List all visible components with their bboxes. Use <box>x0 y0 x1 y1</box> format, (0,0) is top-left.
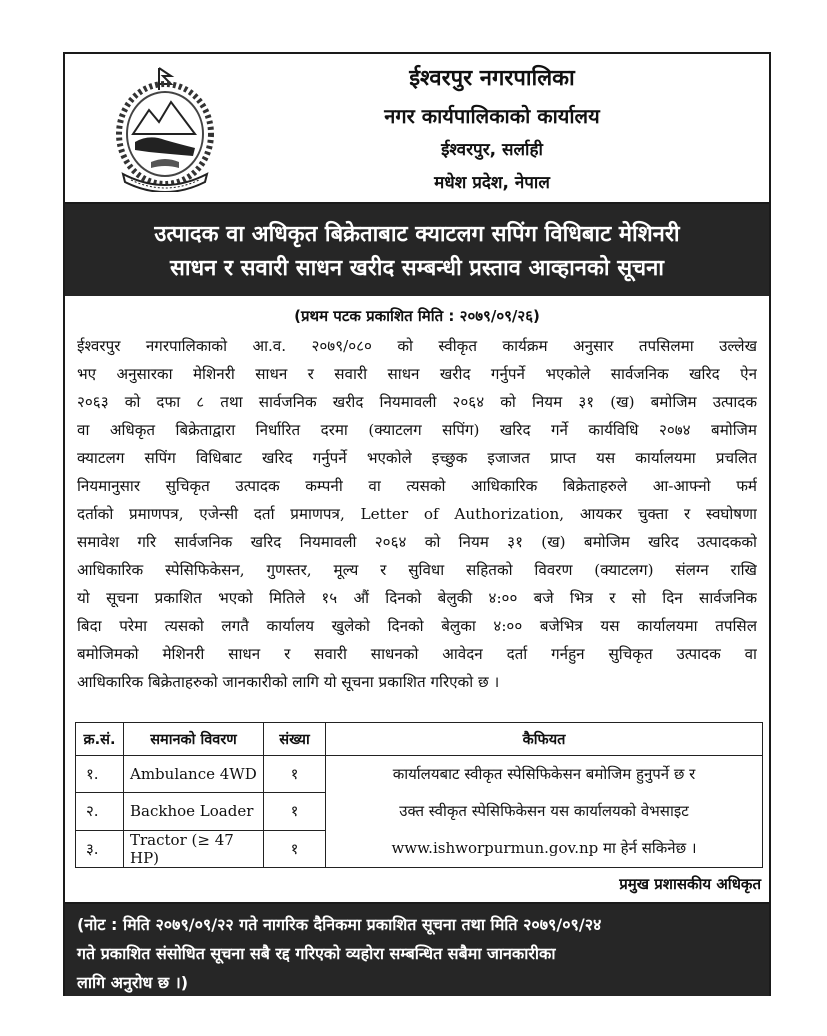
table-header-row <box>76 723 763 756</box>
row-quantity: १ <box>264 830 326 867</box>
body-line: आधिकारिक स्पेसिफिकेसन, गुणस्तर, मूल्य र सुविधा सहितको विवरण (क्याटलग) संलग्न राखि <box>77 561 757 579</box>
office-province: मधेश प्रदेश, नेपाल <box>434 173 550 193</box>
body-line: बिदा परेमा त्यसको लगतै कार्यालय खुलेको दिनको बेलुका ४:०० बजेभित्र यस कार्यालयमा तपसिल <box>77 617 757 635</box>
body-line: यो सूचना प्रकाशित भएको मितिले १५ औं दिनको बेलुकी ४:०० बजे भित्र र सो दिन सार्वजनिक <box>77 589 757 607</box>
notice-header <box>65 54 769 202</box>
body-line: वा अधिकृत बिक्रेताद्वारा निर्धारित दरमा (क्याटलग सपिंग) खरिद गर्ने कार्यविधि २०७४ बमोजिम <box>77 421 757 439</box>
body-line: ईश्वरपुर नगरपालिकाको आ.व. २०७९/०८० को स्वीकृत कार्यक्रम अनुसार तपसिलमा उल्लेख <box>77 337 757 355</box>
body-line: २०६३ को दफा ८ तथा सार्वजनिक खरीद नियमावली २०६४ को नियम ३१ (ख) बमोजिम उत्पादक <box>77 393 757 411</box>
body-line: दर्ताको प्रमाणपत्र, एजेन्सी दर्ता प्रमाणपत्र, Letter of Authorization, आयकर चुक्ता र स्वघोषणा <box>77 505 757 523</box>
row-quantity: १ <box>264 793 326 830</box>
notice-body <box>77 332 757 696</box>
remarks-cell <box>326 756 763 868</box>
body-line: बमोजिमको मेशिनरी साधन र सवारी साधनको आवेदन दर्ता गर्नहुन सुचिकृत उत्पादक वा <box>77 645 757 663</box>
row-item: Tractor (≥ 47 HP) <box>124 830 264 867</box>
body-line: क्याटलग सपिंग विधिबाट खरिद गर्नुपर्ने भएकोले इच्छुक इजाजत प्राप्त यस कार्यालयमा प्रचलित <box>77 449 757 467</box>
header-item: समानको विवरण <box>124 723 264 756</box>
row-serial: २. <box>76 793 124 830</box>
notice-title-banner <box>65 204 769 296</box>
office-heading <box>215 62 769 192</box>
body-line: नियमानुसार सुचिकृत उत्पादक कम्पनी वा त्यसको आधिकारिक बिक्रेताहरुले आ-आफ्नो फर्म <box>77 477 757 495</box>
body-line: समावेश गरि सार्वजनिक खरिद नियमावली २०६४ को नियम ३१ (ख) बमोजिम खरिद उत्पादकको <box>77 533 757 551</box>
row-serial: ३. <box>76 830 124 867</box>
row-item: Ambulance 4WD <box>124 756 264 793</box>
header-serial: क्र.सं. <box>76 723 124 756</box>
remark-line: www.ishworpurmun.gov.np मा हेर्न सकिनेछ । <box>391 839 697 857</box>
cancellation-note <box>65 904 769 996</box>
header-quantity: संख्या <box>264 723 326 756</box>
signatory-title: प्रमुख प्रशासकीय अधिकृत <box>619 875 761 893</box>
publication-date: (प्रथम पटक प्रकाशित मिति : २०७९/०९/२६) <box>294 307 540 325</box>
header-remarks: कैफियत <box>326 723 763 756</box>
remark-line: उक्त स्वीकृत स्पेसिफिकेसन यस कार्यालयको वेभसाइट <box>399 802 689 820</box>
row-serial: १. <box>76 756 124 793</box>
row-item: Backhoe Loader <box>124 793 264 830</box>
items-table <box>75 722 763 868</box>
office-name: नगर कार्यपालिकाको कार्यालय <box>384 104 600 128</box>
notice-frame <box>63 52 771 996</box>
note-line: लागि अनुरोध छ ।) <box>77 973 189 992</box>
remark-line: कार्यालयबाट स्वीकृत स्पेसिफिकेसन बमोजिम हुनुपर्ने छ र <box>392 765 696 783</box>
nepal-emblem-icon <box>109 64 221 192</box>
office-address: ईश्वरपुर, सर्लाही <box>441 140 543 160</box>
notice-title-line-1: उत्पादक वा अधिकृत बिक्रेताबाट क्याटलग सपिंग विधिबाट मेशिनरी <box>154 222 680 247</box>
body-line: आधिकारिक बिक्रेताहरुको जानकारीको लागि यो सूचना प्रकाशित गरिएको छ । <box>77 673 500 691</box>
table-row <box>76 756 763 793</box>
note-line: गते प्रकाशित संसोधित सूचना सबै रद्द गरिएको व्यहोरा सम्बन्धित सबैमा जानकारीका <box>77 944 556 963</box>
row-quantity: १ <box>264 756 326 793</box>
body-line: भए अनुसारका मेशिनरी साधन र सवारी साधन खरीद गर्नुपर्ने भएकोले सार्वजनिक खरिद ऐन <box>77 365 757 383</box>
notice-title-line-2: साधन र सवारी साधन खरीद सम्बन्धी प्रस्ताव आव्हानको सूचना <box>170 256 664 281</box>
municipality-name: ईश्वरपुर नगरपालिका <box>409 66 575 91</box>
note-line: (नोट : मिति २०७९/०९/२२ गते नागरिक दैनिकमा प्रकाशित सूचना तथा मिति २०७९/०९/२४ <box>77 915 602 934</box>
